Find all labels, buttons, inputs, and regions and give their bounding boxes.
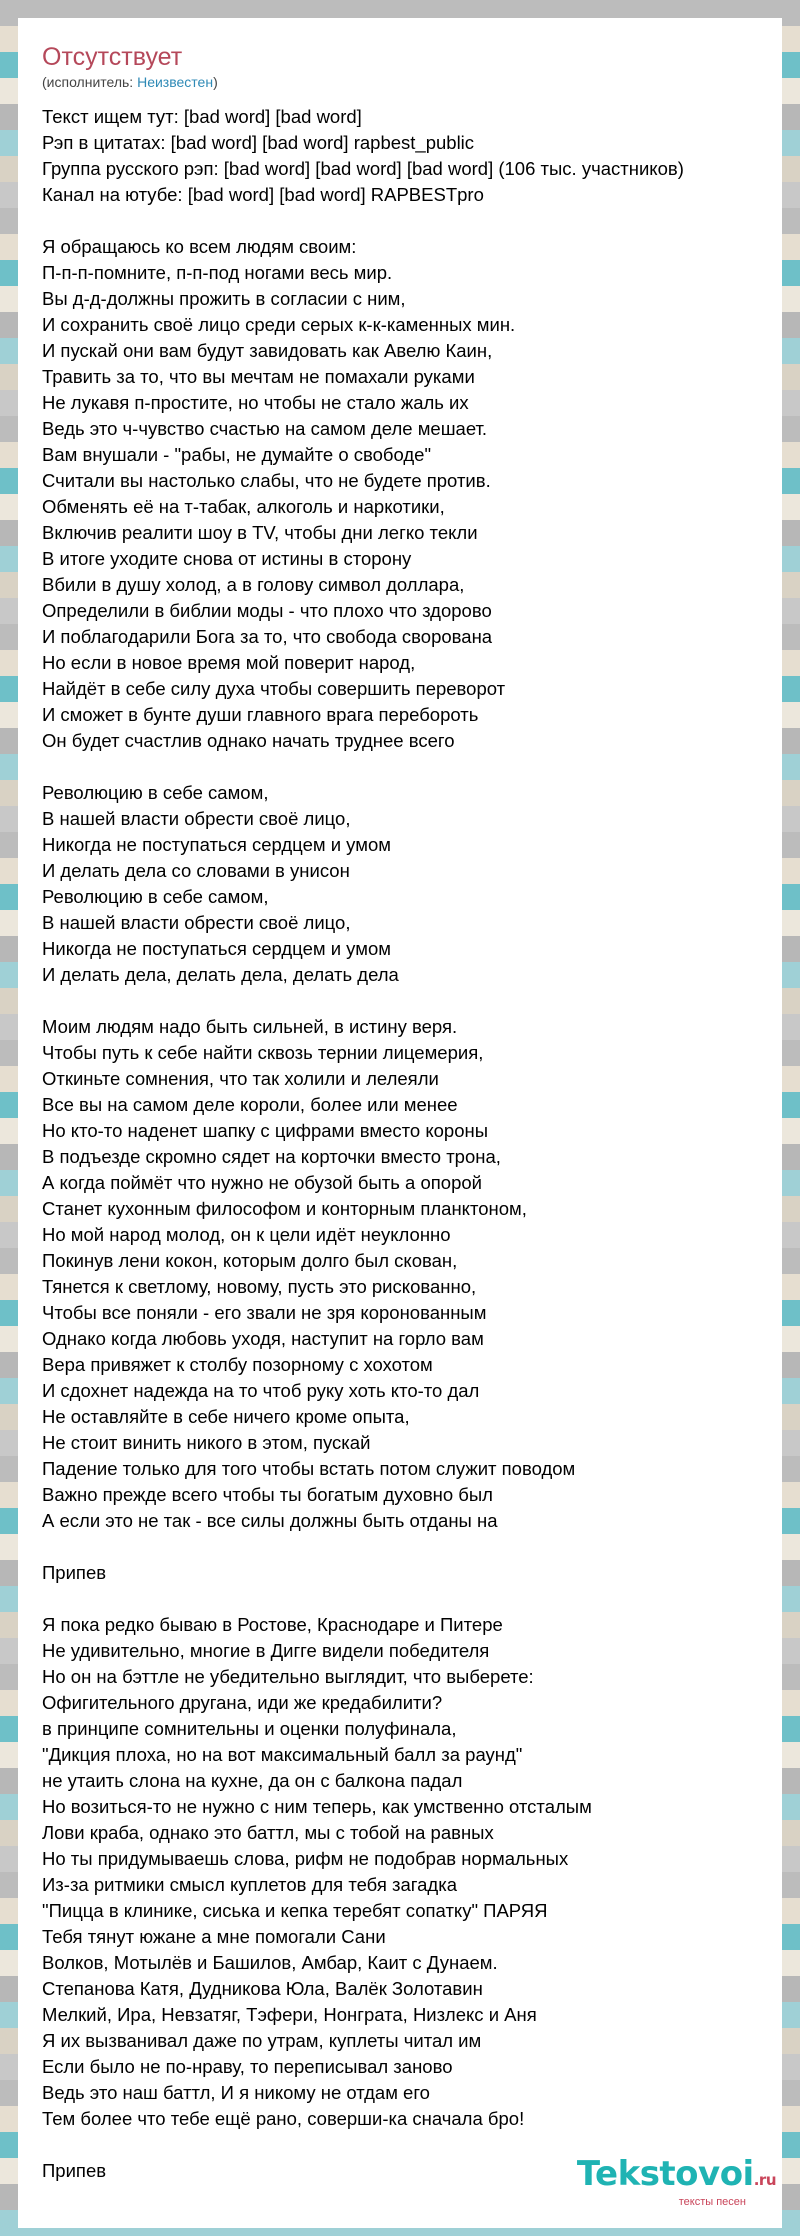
lyric-line: Не удивительно, многие в Дигге видели победителя [42,1640,490,1661]
stanza-break [42,1586,758,1612]
performer-link[interactable]: Неизвестен [137,74,214,90]
lyric-line: Не оставляйте в себе ничего кроме опыта, [42,1406,410,1427]
lyric-line: Степанова Катя, Дудникова Юла, Валёк Золотавин [42,1978,483,1999]
stanza-break [42,754,758,780]
lyric-line: Чтобы путь к себе найти сквозь тернии лицемерия, [42,1042,484,1063]
stanza-break [42,1534,758,1560]
lyric-line: "Пицца в клинике, сиська и кепка теребят сопатку" ПАРЯЯ [42,1900,548,1921]
lyric-line: Найдёт в себе силу духа чтобы совершить переворот [42,678,506,699]
lyric-line: Считали вы настолько слабы, что не будете против. [42,470,491,491]
lyric-line: Определили в библии моды - что плохо что здорово [42,600,492,621]
logo-tld: .ru [753,2171,776,2189]
lyric-line: Группа русского рэп: [bad word] [bad word] [bad word] (106 тыс. участников) [42,158,684,179]
lyric-line: Важно прежде всего чтобы ты богатым духовно был [42,1484,493,1505]
performer-suffix: ) [213,74,218,90]
logo-tagline: тексты песен [678,2196,746,2208]
lyric-line: И поблагодарили Бога за то, что свобода сворована [42,626,493,647]
lyric-line: Но возиться-то не нужно с ним теперь, как умственно отсталым [42,1796,592,1817]
lyric-line: Я обращаюсь ко всем людям своим: [42,236,357,257]
lyric-line: Ведь это наш баттл, И я никому не отдам его [42,2082,430,2103]
lyric-line: Революцию в себе самом, [42,886,269,907]
lyric-line: Но он на бэттле не убедительно выглядит, что выберете: [42,1666,534,1687]
lyric-line: И делать дела, делать дела, делать дела [42,964,399,985]
lyric-line: Однако когда любовь уходя, наступит на горло вам [42,1328,484,1349]
lyric-line: Откиньте сомнения, что так холили и лелеяли [42,1068,439,1089]
lyric-line: не утаить слона на кухне, да он с балкона падал [42,1770,463,1791]
lyric-line: Из-за ритмики смысл куплетов для тебя загадка [42,1874,458,1895]
lyric-line: Тянется к светлому, новому, пусть это рискованно, [42,1276,477,1297]
lyric-line: Но ты придумываешь слова, рифм не подобрав нормальных [42,1848,569,1869]
lyric-line: И делать дела со словами в унисон [42,860,350,881]
lyric-line: Обменять её на т-табак, алкоголь и наркотики, [42,496,445,517]
song-title: Отсутствует [42,43,183,71]
lyrics-body [42,104,758,2184]
lyric-line: Мелкий, Ира, Невзатяг, Тэфери, Нонграта, Низлекс и Аня [42,2004,537,2025]
lyric-line: Канал на ютубе: [bad word] [bad word] RAPBESTpro [42,184,484,205]
lyric-line: В итоге уходите снова от истины в сторону [42,548,412,569]
site-logo [577,2156,776,2198]
lyric-line: Но если в новое время мой поверит народ, [42,652,416,673]
lyric-line: А когда поймёт что нужно не обузой быть а опорой [42,1172,482,1193]
lyrics-card [18,18,782,2228]
lyric-line: Он будет счастлив однако начать труднее всего [42,730,455,751]
lyric-line: Не стоит винить никого в этом, пускай [42,1432,371,1453]
lyric-line: Волков, Мотылёв и Башилов, Амбар, Каит с Дунаем. [42,1952,498,1973]
lyric-line: "Дикция плоха, но на вот максимальный балл за раунд" [42,1744,523,1765]
lyric-line: Тем более что тебе ещё рано, соверши-ка сначала бро! [42,2108,525,2129]
lyric-line: И сможет в бунте души главного врага перебороть [42,704,479,725]
performer-prefix: (исполнитель: [42,74,138,90]
lyric-line: Текст ищем тут: [bad word] [bad word] [42,106,362,127]
lyric-line: Я их вызванивал даже по утрам, куплеты читал им [42,2030,482,2051]
lyric-line: Никогда не поступаться сердцем и умом [42,834,391,855]
lyric-line: Покинув лени кокон, которым долго был скован, [42,1250,458,1271]
lyric-line: Все вы на самом деле короли, более или менее [42,1094,458,1115]
lyric-line: Тебя тянут южане а мне помогали Сани [42,1926,386,1947]
lyric-line: И сдохнет надежда на то чтоб руку хоть кто-то дал [42,1380,480,1401]
lyric-line: Вера привяжет к столбу позорному с хохотом [42,1354,433,1375]
lyric-line: Станет кухонным философом и конторным планктоном, [42,1198,527,1219]
lyric-line: И пускай они вам будут завидовать как Авелю Каин, [42,340,493,361]
lyric-line: Революцию в себе самом, [42,782,269,803]
lyric-line: В подъезде скромно сядет на корточки вместо трона, [42,1146,501,1167]
lyric-line: Не лукавя п-простите, но чтобы не стало жаль их [42,392,469,413]
lyric-line: Я пока редко бываю в Ростове, Краснодаре и Питере [42,1614,503,1635]
lyric-line: Если было не по-нраву, то переписывал заново [42,2056,453,2077]
lyric-line: Травить за то, что вы мечтам не помахали руками [42,366,475,387]
lyric-line: Чтобы все поняли - его звали не зря коронованным [42,1302,487,1323]
lyric-line: И сохранить своё лицо среди серых к-к-каменных мин. [42,314,516,335]
lyric-line: А если это не так - все силы должны быть отданы на [42,1510,498,1531]
lyric-line: Рэп в цитатах: [bad word] [bad word] rapbest_public [42,132,475,153]
site-watermark [577,2156,776,2208]
lyric-line: Вы д-д-должны прожить в согласии с ним, [42,288,406,309]
lyric-line: Падение только для того чтобы встать потом служит поводом [42,1458,576,1479]
lyric-line: Но кто-то наденет шапку с цифрами вместо короны [42,1120,488,1141]
lyric-line: В нашей власти обрести своё лицо, [42,808,351,829]
logo-brand: Tekstovoi [576,2154,754,2194]
stanza-break [42,988,758,1014]
lyric-line: П-п-п-помните, п-п-под ногами весь мир. [42,262,393,283]
lyric-line: Лови краба, однако это баттл, мы с тобой на равных [42,1822,494,1843]
stanza-break [42,208,758,234]
lyric-line: Никогда не поступаться сердцем и умом [42,938,391,959]
lyric-line: Припев [42,2160,107,2181]
lyric-line: Ведь это ч-чувство счастью на самом деле мешает. [42,418,488,439]
lyric-line: Но мой народ молод, он к цели идёт неуклонно [42,1224,451,1245]
performer-line [42,72,758,92]
lyric-line: Вбили в душу холод, а в голову символ доллара, [42,574,465,595]
lyric-line: Офигительного другана, иди же кредабилити? [42,1692,443,1713]
lyric-line: в принципе сомнительны и оценки полуфинала, [42,1718,457,1739]
lyric-line: Моим людям надо быть сильней, в истину веря. [42,1016,458,1037]
lyric-line: Включив реалити шоу в TV, чтобы дни легко текли [42,522,478,543]
lyric-line: Припев [42,1562,107,1583]
lyric-line: В нашей власти обрести своё лицо, [42,912,351,933]
lyric-line: Вам внушали - "рабы, не думайте о свободе" [42,444,432,465]
